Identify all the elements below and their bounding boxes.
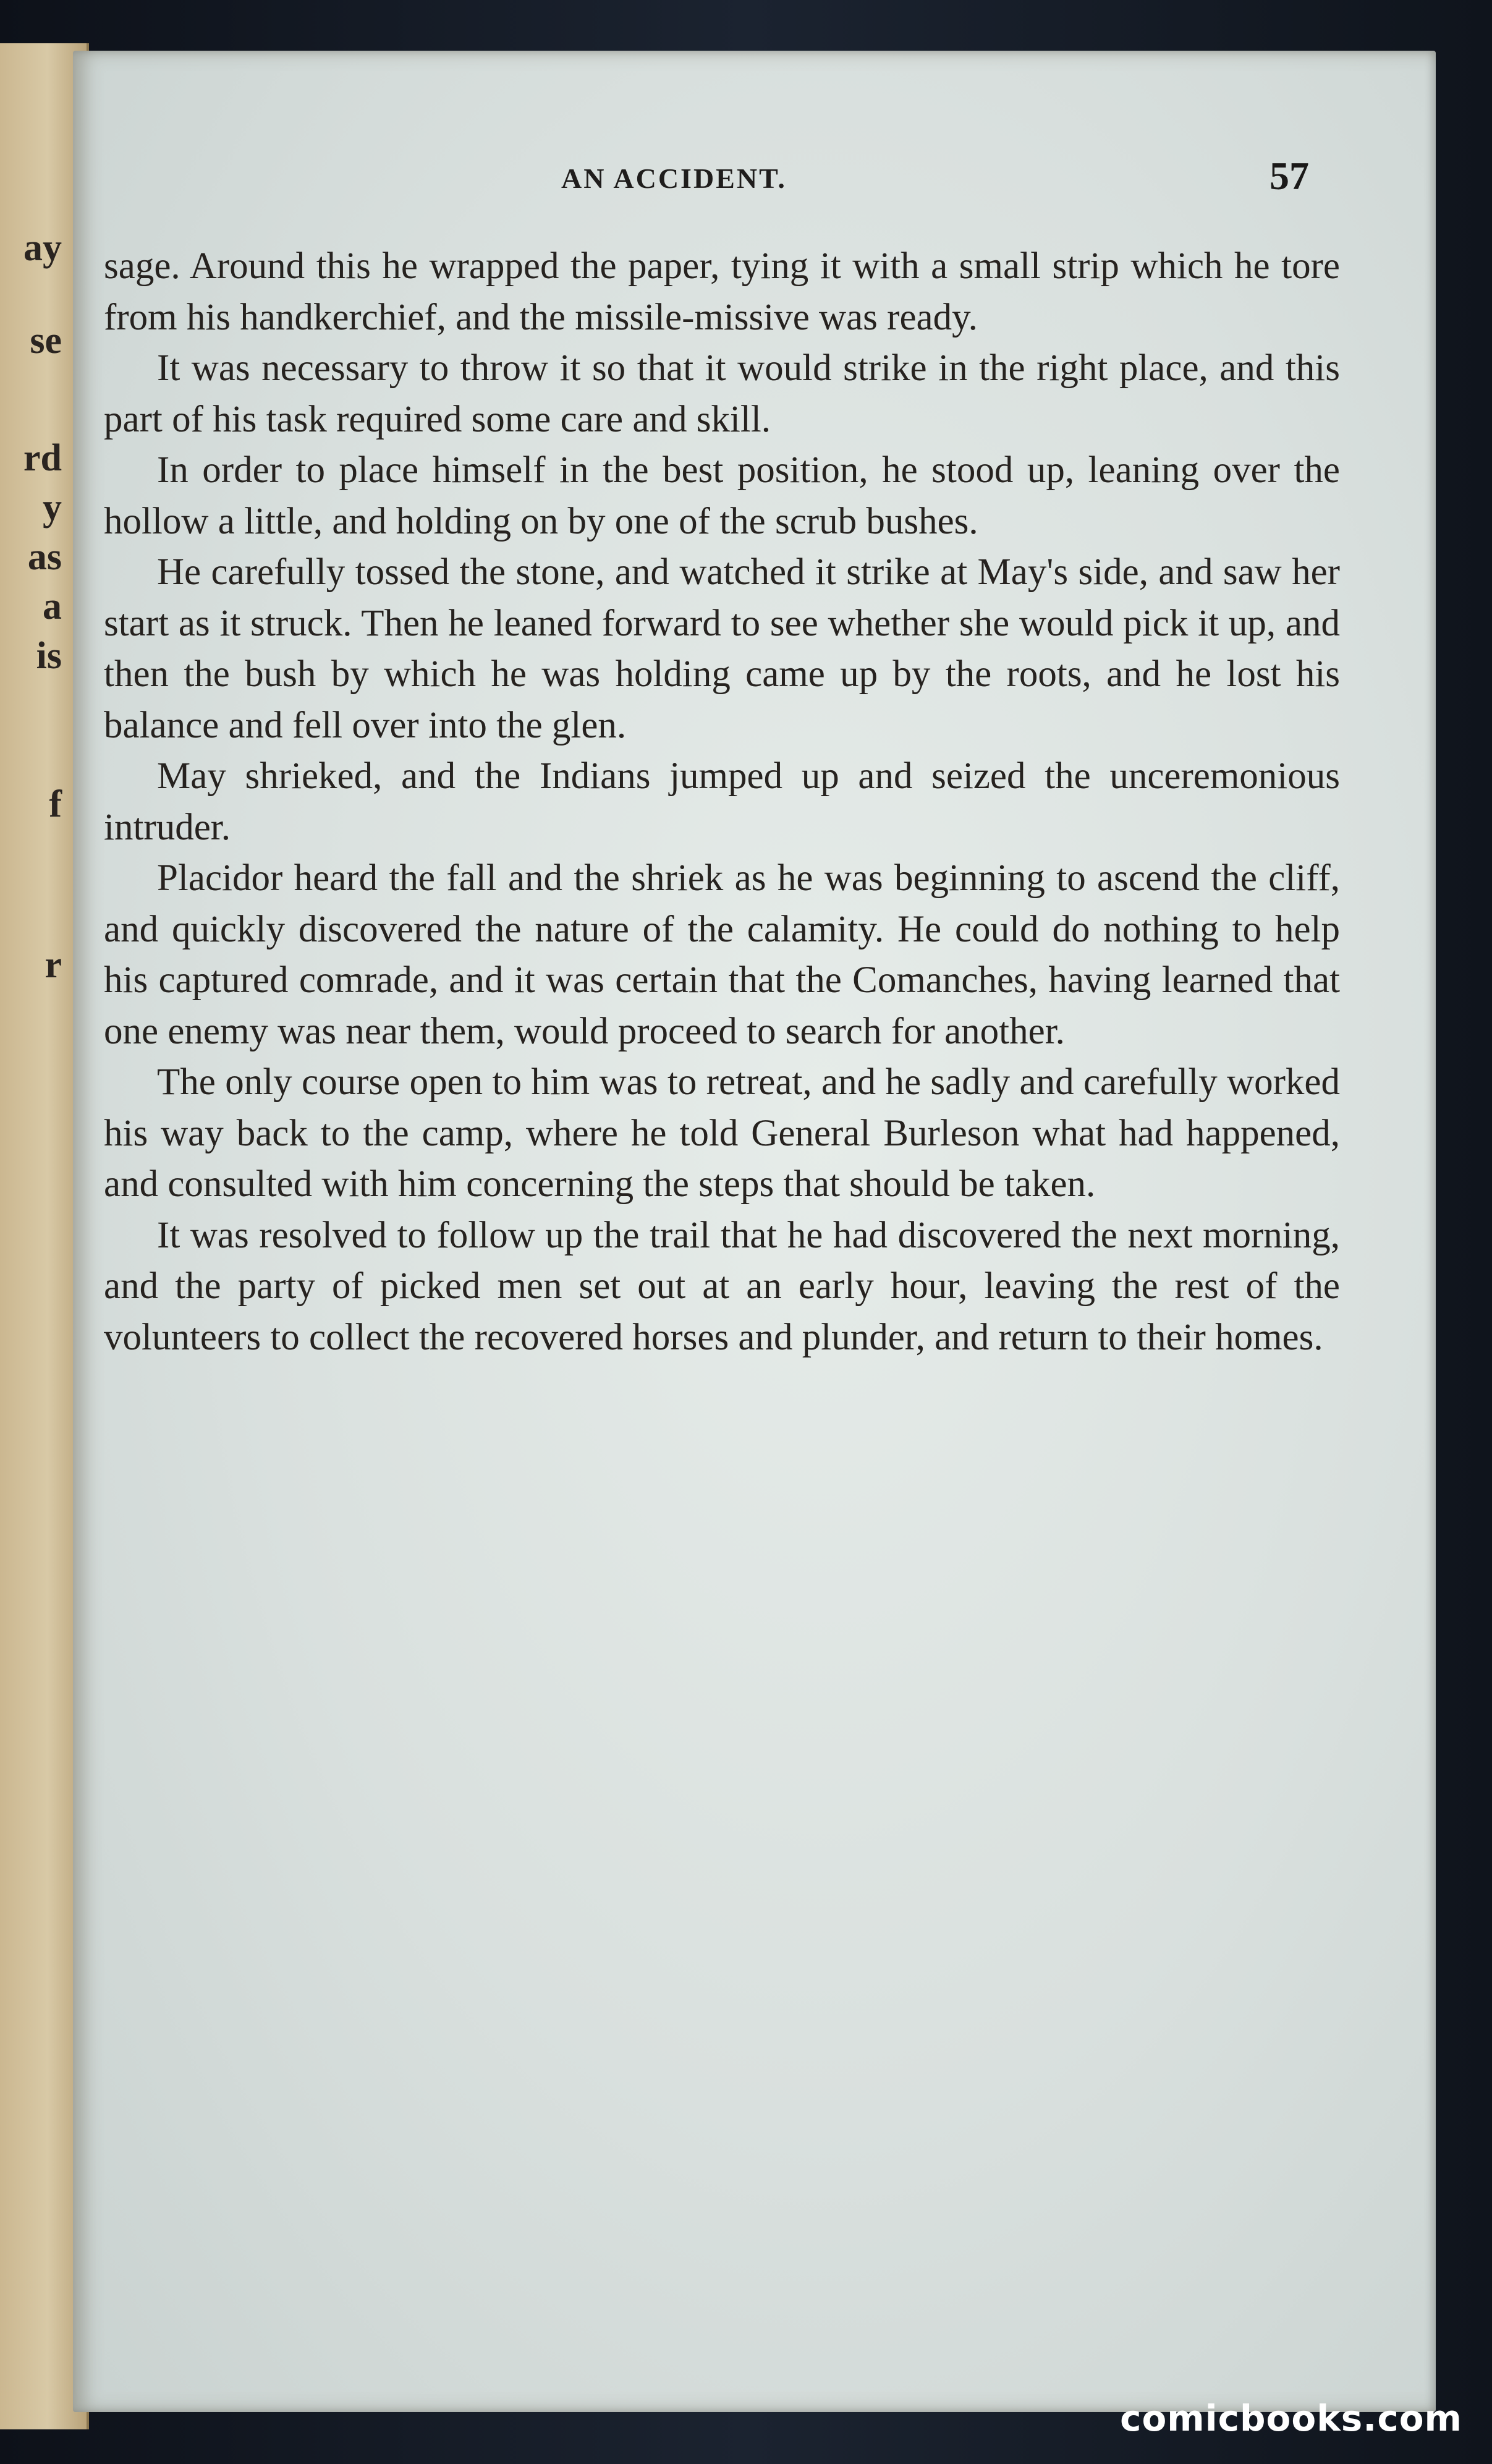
margin-fragment: a xyxy=(43,585,62,627)
book-page xyxy=(73,51,1436,2412)
site-watermark: comicbooks.com xyxy=(1120,2397,1462,2439)
paragraph: He carefully tossed the stone, and watched it strike at May's side, and saw her start as it struck. Then he leaned forward to see whether she would pick it up, and then the bush by which he was holding came up by the roots, and he lost his balance and fell over into the glen. xyxy=(104,551,1340,746)
running-head xyxy=(73,154,1436,211)
paragraph: sage. Around this he wrapped the paper, tying it with a small strip which he tore from his handkerchief, and the missile-missive was ready. xyxy=(104,245,1340,338)
page-body xyxy=(104,241,1340,1363)
paragraph: The only course open to him was to retreat, and he sadly and carefully worked his way back to the camp, where he told General Burleson what had happened, and consulted with him concerning the steps that should be taken. xyxy=(104,1061,1340,1205)
margin-fragment: is xyxy=(36,635,62,677)
paragraph: It was resolved to follow up the trail that he had discovered the next morning, and the party of picked men set out at an early hour, leaving the rest of the volunteers to collect the recovered horses and plunder, and return to their homes. xyxy=(104,1214,1340,1358)
page-number: 57 xyxy=(1269,154,1309,198)
paragraph: It was necessary to throw it so that it would strike in the right place, and this part of his task required some care and skill. xyxy=(104,347,1340,440)
margin-fragment: rd xyxy=(23,437,62,479)
paragraph: Placidor heard the fall and the shriek as he was beginning to ascend the cliff, and quickly discovered the nature of the calamity. He could do nothing to help his captured comrade, and it was certain that the Comanches, having learned that one enemy was near them, would proceed to search for another. xyxy=(104,857,1340,1052)
margin-fragment: f xyxy=(49,783,62,825)
paragraph: In order to place himself in the best position, he stood up, leaning over the hollow a little, and holding on by one of the scrub bushes. xyxy=(104,449,1340,542)
margin-fragment: y xyxy=(43,486,62,529)
margin-fragment: ay xyxy=(23,227,62,269)
margin-fragment: r xyxy=(45,944,62,986)
margin-fragment: se xyxy=(30,320,62,362)
chapter-running-title: AN ACCIDENT. xyxy=(561,163,787,194)
paragraph: May shrieked, and the Indians jumped up and seized the unceremonious intruder. xyxy=(104,755,1340,848)
margin-fragment: as xyxy=(27,536,62,578)
